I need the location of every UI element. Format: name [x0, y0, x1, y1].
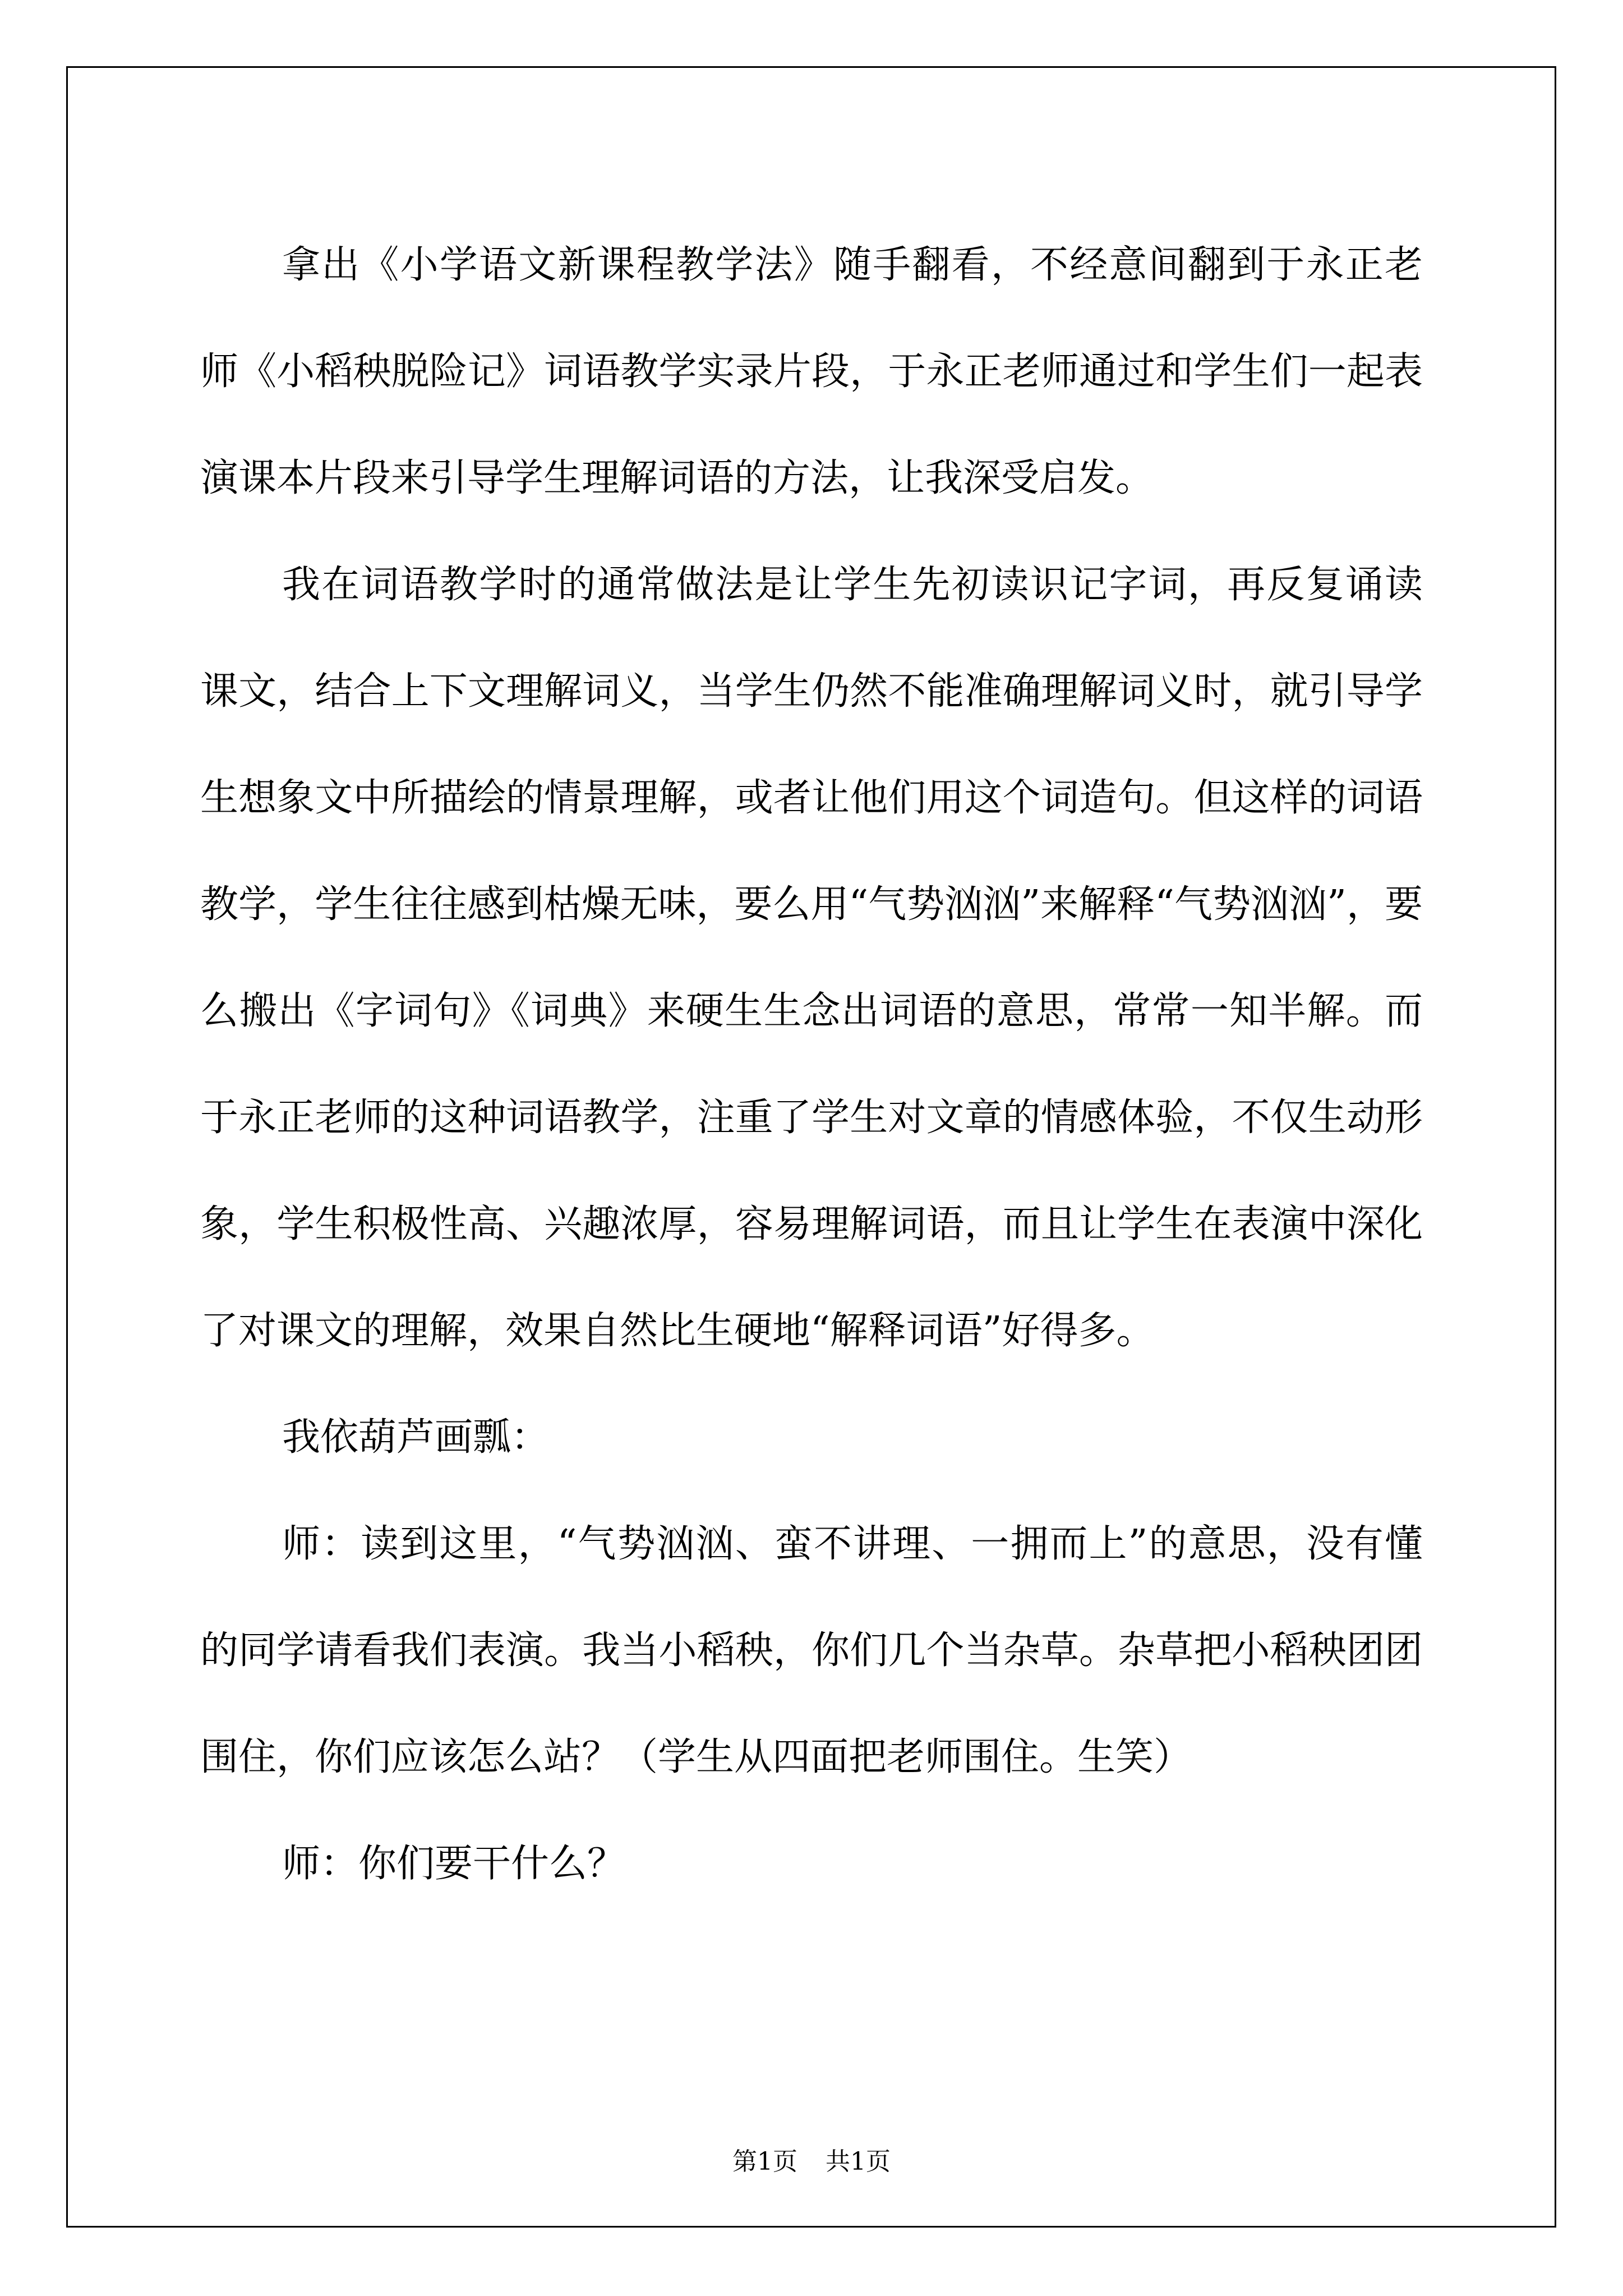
- page-number: 第1页: [732, 2147, 797, 2176]
- page-footer: [0, 2145, 1623, 2179]
- paragraph-4: 师：读到这里，“气势汹汹、蛮不讲理、一拥而上”的意思，没有懂的同学请看我们表演。我当小稻秧，你们几个当杂草。杂草把小稻秧团团围住，你们应该怎么站？（学生从四面把老师围住。生笑）: [200, 1522, 1423, 1779]
- paragraph-1: 拿出《小学语文新课程教学法》随手翻看，不经意间翻到于永正老师《小稻秧脱险记》词语教学实录片段，于永正老师通过和学生们一起表演课本片段来引导学生理解词语的方法，让我深受启发。: [200, 243, 1423, 500]
- paragraph-5: 师：你们要干什么？: [282, 1842, 626, 1886]
- paragraph-3: 我依葫芦画瓢：: [282, 1415, 550, 1460]
- paragraph-2: 我在词语教学时的通常做法是让学生先初读识记字词，再反复诵读课文，结合上下文理解词义，当学生仍然不能准确理解词义时，就引导学生想象文中所描绘的情景理解，或者让他们用这个词造句。但这样的词语教学，学生往往感到枯燥无味，要么用“气势汹汹”来解释“气势汹汹”，要么搬出《字词句》《词典》来硬生生念出词语的意思，常常一知半解。而于永正老师的这种词语教学，注重了学生对文章的情感体验，不仅生动形象，学生积极性高、兴趣浓厚，容易理解词语，而且让学生在表演中深化了对课文的理解，效果自然比生硬地“解释词语”好得多。: [200, 563, 1423, 1353]
- page-total: 共1页: [826, 2147, 891, 2176]
- document-body: [200, 212, 1423, 1917]
